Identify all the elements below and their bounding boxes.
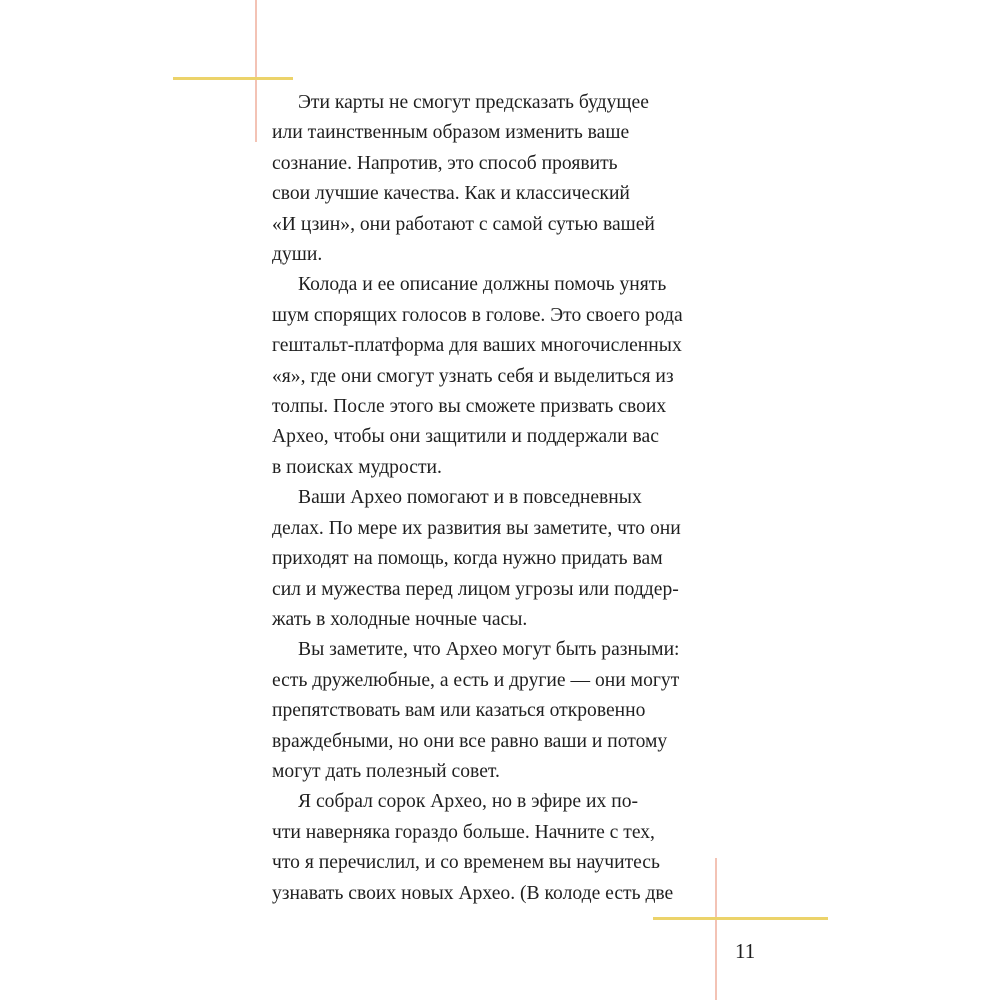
text-line: сознание. Напротив, это способ проявить xyxy=(272,152,618,174)
text-line: или таинственным образом изменить ваше xyxy=(272,122,630,144)
text-line: чти наверняка гораздо больше. Начните с тех, xyxy=(272,821,655,843)
paragraph-5 xyxy=(272,787,712,909)
text-line: что я перечислил, и со временем вы научитесь xyxy=(272,852,660,874)
corner-mark-bottom-vertical-line xyxy=(715,858,717,1000)
text-line: в поисках мудрости. xyxy=(272,456,442,478)
text-line: есть дружелюбные, а есть и другие — они могут xyxy=(272,669,680,691)
text-line: могут дать полезный совет. xyxy=(272,760,500,782)
text-line: Колода и ее описание должны помочь унять xyxy=(298,274,667,296)
text-line: делах. По мере их развития вы заметите, что они xyxy=(272,517,681,539)
corner-mark-top-horizontal-line xyxy=(173,77,293,80)
corner-mark-bottom-horizontal-line xyxy=(653,917,828,920)
text-line: приходят на помощь, когда нужно придать вам xyxy=(272,548,663,570)
text-line: Вы заметите, что Архео могут быть разными: xyxy=(298,639,680,661)
paragraph-2 xyxy=(272,270,712,483)
paragraph-3 xyxy=(272,483,712,635)
text-line: Ваши Архео помогают и в повседневных xyxy=(298,487,642,509)
page-number: 11 xyxy=(735,939,756,963)
body-text xyxy=(272,88,712,909)
text-line: жать в холодные ночные часы. xyxy=(272,608,528,630)
text-line: «я», где они смогут узнать себя и выделиться из xyxy=(272,365,674,387)
text-line: Эти карты не смогут предсказать будущее xyxy=(298,92,649,113)
text-line: Архео, чтобы они защитили и поддержали вас xyxy=(272,426,659,448)
corner-mark-top-vertical-line xyxy=(255,0,257,142)
text-line: враждебными, но они все равно ваши и потому xyxy=(272,730,668,752)
text-line: гештальт-платформа для ваших многочисленных xyxy=(272,335,682,357)
paragraph-1 xyxy=(272,88,712,270)
text-line: свои лучшие качества. Как и классический xyxy=(272,183,630,205)
text-line: узнавать своих новых Архео. (В колоде есть две xyxy=(272,882,674,904)
text-line: толпы. После этого вы сможете призвать своих xyxy=(272,396,667,418)
text-line: «И цзин», они работают с самой сутью вашей xyxy=(272,213,655,235)
paragraph-4 xyxy=(272,635,712,787)
text-line: шум спорящих голосов в голове. Это своего рода xyxy=(272,304,683,326)
text-line: души. xyxy=(272,244,323,266)
text-line: препятствовать вам или казаться откровенно xyxy=(272,700,646,722)
text-line: сил и мужества перед лицом угрозы или поддер- xyxy=(272,578,679,600)
text-line: Я собрал сорок Архео, но в эфире их по- xyxy=(298,791,639,813)
